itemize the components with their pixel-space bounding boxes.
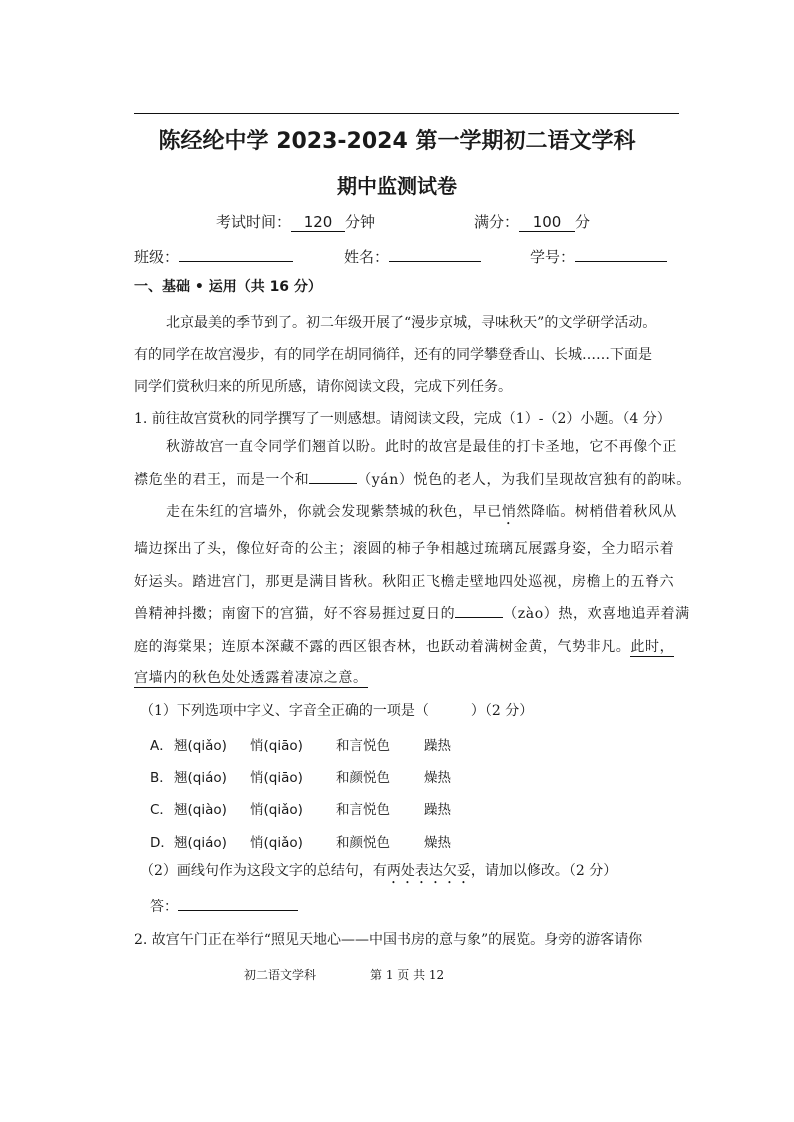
exam-time-label: 考试时间： bbox=[216, 213, 292, 231]
option-item: 翘(qiào) bbox=[174, 802, 227, 818]
option-item: 和言悦色 bbox=[336, 738, 390, 754]
exam-time-row bbox=[216, 211, 375, 232]
full-score-label: 满分： bbox=[474, 213, 520, 231]
passage-line: 走在朱红的宫墙外，你就会发现紫禁城的秋色，早已悄然降临。树梢借着秋风从 bbox=[166, 504, 678, 520]
option-item: 悄(qiāo) bbox=[250, 738, 303, 754]
passage-line: 好运头。踏进宫门，那更是满目皆秋。秋阳正飞檐走壁地四处巡视，房檐上的五脊六 bbox=[134, 574, 675, 590]
yan-blank[interactable] bbox=[309, 469, 357, 484]
option-item: 悄(qiǎo) bbox=[250, 802, 303, 818]
option-item: 和言悦色 bbox=[336, 802, 390, 818]
answer-row bbox=[150, 895, 298, 916]
underlined-sentence: 此时， bbox=[630, 639, 675, 655]
full-score-row bbox=[474, 211, 590, 232]
footer-page-number: 第 1 页 共 12 bbox=[370, 968, 445, 982]
option-item: 悄(qiǎo) bbox=[250, 835, 303, 851]
question-1-stem: 1. 前往故宫赏秋的同学撰写了一则感想。请阅读文段，完成（1）-（2）小题。（4 分） bbox=[134, 411, 671, 427]
answer-label: 答： bbox=[150, 899, 178, 915]
option-item: 燥热 bbox=[424, 835, 451, 851]
option-item: 翘(qiáo) bbox=[174, 835, 227, 851]
passage-line: 兽精神抖擞；南窗下的宫猫，好不容易捱过夏日的 （zào）热，欢喜地追弄着满 bbox=[134, 603, 690, 623]
question-2-stem: 2. 故宫午门正在举行“照见天地心——中国书房的意与象”的展览。身旁的游客请你 bbox=[134, 932, 643, 948]
student-id-row bbox=[530, 244, 667, 267]
student-id-label: 学号： bbox=[530, 248, 576, 266]
emphasized-char: 悄 bbox=[501, 504, 517, 520]
zao-blank[interactable] bbox=[455, 603, 503, 618]
intro-line: 同学们赏秋归来的所见所感，请你阅读文段，完成下列任务。 bbox=[134, 379, 512, 395]
class-row bbox=[134, 244, 293, 267]
option-letter[interactable]: D． bbox=[150, 835, 174, 851]
option-item: 躁热 bbox=[424, 802, 451, 818]
passage-line: 襟危坐的君王，而是一个和 （yán）悦色的老人，为我们呈现故宫独有的韵味。 bbox=[134, 469, 691, 489]
name-field[interactable] bbox=[389, 244, 481, 262]
subquestion-2-stem: （2）画线句作为这段文字的总结句，有两处表达欠妥，请加以修改。（2 分） bbox=[140, 863, 618, 879]
passage-line bbox=[134, 667, 368, 687]
option-item: 悄(qiāo) bbox=[250, 770, 303, 786]
option-item: 翘(qiǎo) bbox=[174, 738, 227, 754]
intro-line: 有的同学在故宫漫步，有的同学在胡同徜徉，还有的同学攀登香山、长城……下面是 bbox=[134, 347, 652, 363]
exam-subtitle: 期中监测试卷 bbox=[337, 174, 457, 198]
class-field[interactable] bbox=[179, 244, 293, 262]
option-letter[interactable]: A． bbox=[150, 738, 173, 754]
option-item: 燥热 bbox=[424, 770, 451, 786]
option-item: 躁热 bbox=[424, 738, 451, 754]
option-item: 翘(qiáo) bbox=[174, 770, 227, 786]
class-label: 班级： bbox=[134, 248, 180, 266]
passage-line: 秋游故宫一直令同学们翘首以盼。此时的故宫是最佳的打卡圣地，它不再像个正 bbox=[166, 439, 677, 455]
full-score-unit: 分 bbox=[575, 213, 591, 231]
section-heading: 一、基础 • 运用（共 16 分） bbox=[134, 279, 322, 295]
exam-title: 陈经纶中学 2023-2024 第一学期初二语文学科 bbox=[158, 129, 636, 154]
name-label: 姓名： bbox=[344, 248, 390, 266]
exam-time-value: 120 bbox=[291, 213, 345, 232]
underlined-sentence: 宫墙内的秋色处处透露着凄凉之意。 bbox=[134, 670, 368, 686]
passage-line: 墙边探出了头，像位好奇的公主；滚圆的柿子争相越过琉璃瓦展露身姿，全力昭示着 bbox=[134, 541, 675, 557]
footer-subject: 初二语文学科 bbox=[244, 968, 317, 982]
header-rule bbox=[134, 113, 679, 114]
emphasized-phrase: 两处表达欠妥 bbox=[386, 863, 471, 879]
passage-line: 庭的海棠果；连原本深藏不露的西区银杏林，也跃动着满树金黄，气势非凡。此时， bbox=[134, 639, 675, 655]
option-item: 和颜悦色 bbox=[336, 770, 390, 786]
subquestion-1-stem: （1）下列选项中字义、字音全正确的一项是（ ）（2 分） bbox=[140, 703, 534, 719]
name-row bbox=[344, 244, 481, 267]
option-item: 和颜悦色 bbox=[336, 835, 390, 851]
answer-field[interactable] bbox=[178, 895, 298, 911]
option-letter[interactable]: B． bbox=[150, 770, 173, 786]
option-letter[interactable]: C． bbox=[150, 802, 173, 818]
full-score-value: 100 bbox=[519, 213, 575, 232]
exam-time-unit: 分钟 bbox=[345, 213, 376, 231]
student-id-field[interactable] bbox=[575, 244, 667, 262]
intro-line: 北京最美的季节到了。初二年级开展了“漫步京城，寻味秋天”的文学研学活动。 bbox=[166, 315, 657, 331]
